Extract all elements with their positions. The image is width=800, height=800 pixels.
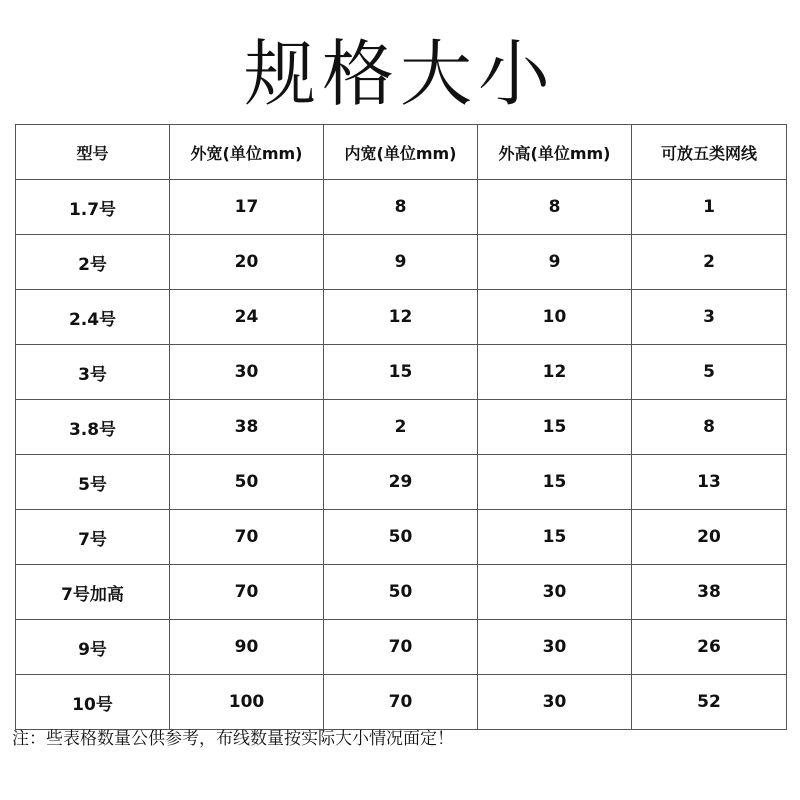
- cell-outer-height: 8: [478, 180, 632, 235]
- table-row: [16, 400, 787, 455]
- cell-cable-capacity: 1: [632, 180, 787, 235]
- cell-model: 2.4号: [16, 290, 170, 345]
- cell-outer-height: 15: [478, 400, 632, 455]
- cell-outer-width: 38: [170, 400, 324, 455]
- cell-inner-width: 70: [324, 620, 478, 675]
- cell-inner-width: 50: [324, 565, 478, 620]
- table-body: [16, 180, 787, 730]
- cell-outer-width: 30: [170, 345, 324, 400]
- header-outer-width: 外宽(单位mm): [170, 125, 324, 180]
- cell-inner-width: 50: [324, 510, 478, 565]
- cell-inner-width: 12: [324, 290, 478, 345]
- page-title: 规格大小: [243, 32, 556, 116]
- table-row: [16, 180, 787, 235]
- cell-outer-height: 30: [478, 675, 632, 730]
- cell-inner-width: 15: [324, 345, 478, 400]
- table-row: [16, 675, 787, 730]
- table-row: [16, 565, 787, 620]
- cell-cable-capacity: 52: [632, 675, 787, 730]
- cell-model: 10号: [16, 675, 170, 730]
- cell-outer-height: 15: [478, 510, 632, 565]
- cell-model: 1.7号: [16, 180, 170, 235]
- cell-outer-width: 20: [170, 235, 324, 290]
- table-row: [16, 290, 787, 345]
- cell-inner-width: 29: [324, 455, 478, 510]
- header-outer-height: 外高(单位mm): [478, 125, 632, 180]
- cell-inner-width: 2: [324, 400, 478, 455]
- cell-cable-capacity: 3: [632, 290, 787, 345]
- cell-outer-width: 90: [170, 620, 324, 675]
- cell-cable-capacity: 26: [632, 620, 787, 675]
- cell-outer-height: 15: [478, 455, 632, 510]
- cell-model: 5号: [16, 455, 170, 510]
- cell-outer-width: 50: [170, 455, 324, 510]
- cell-model: 7号: [16, 510, 170, 565]
- cell-cable-capacity: 5: [632, 345, 787, 400]
- table-row: [16, 345, 787, 400]
- cell-inner-width: 9: [324, 235, 478, 290]
- table-row: [16, 510, 787, 565]
- cell-model: 3号: [16, 345, 170, 400]
- cell-outer-height: 30: [478, 565, 632, 620]
- cell-cable-capacity: 2: [632, 235, 787, 290]
- table-header-row: [16, 125, 787, 180]
- table-row: [16, 455, 787, 510]
- cell-inner-width: 8: [324, 180, 478, 235]
- cell-outer-width: 100: [170, 675, 324, 730]
- cell-cable-capacity: 20: [632, 510, 787, 565]
- cell-model: 3.8号: [16, 400, 170, 455]
- cell-outer-height: 9: [478, 235, 632, 290]
- table-row: [16, 620, 787, 675]
- cell-cable-capacity: 13: [632, 455, 787, 510]
- header-inner-width: 内宽(单位mm): [324, 125, 478, 180]
- cell-inner-width: 70: [324, 675, 478, 730]
- cell-cable-capacity: 38: [632, 565, 787, 620]
- cell-model: 2号: [16, 235, 170, 290]
- cell-outer-width: 70: [170, 510, 324, 565]
- table-row: [16, 235, 787, 290]
- cell-outer-height: 30: [478, 620, 632, 675]
- cell-model: 9号: [16, 620, 170, 675]
- header-cable-capacity: 可放五类网线: [632, 125, 787, 180]
- cell-outer-width: 24: [170, 290, 324, 345]
- footnote: 注：些表格数量公供参考，布线数量按实际大小情况面定！: [12, 729, 454, 749]
- cell-cable-capacity: 8: [632, 400, 787, 455]
- cell-outer-height: 10: [478, 290, 632, 345]
- cell-model: 7号加高: [16, 565, 170, 620]
- header-model: 型号: [16, 125, 170, 180]
- cell-outer-width: 70: [170, 565, 324, 620]
- cell-outer-width: 17: [170, 180, 324, 235]
- cell-outer-height: 12: [478, 345, 632, 400]
- spec-table: [15, 124, 787, 730]
